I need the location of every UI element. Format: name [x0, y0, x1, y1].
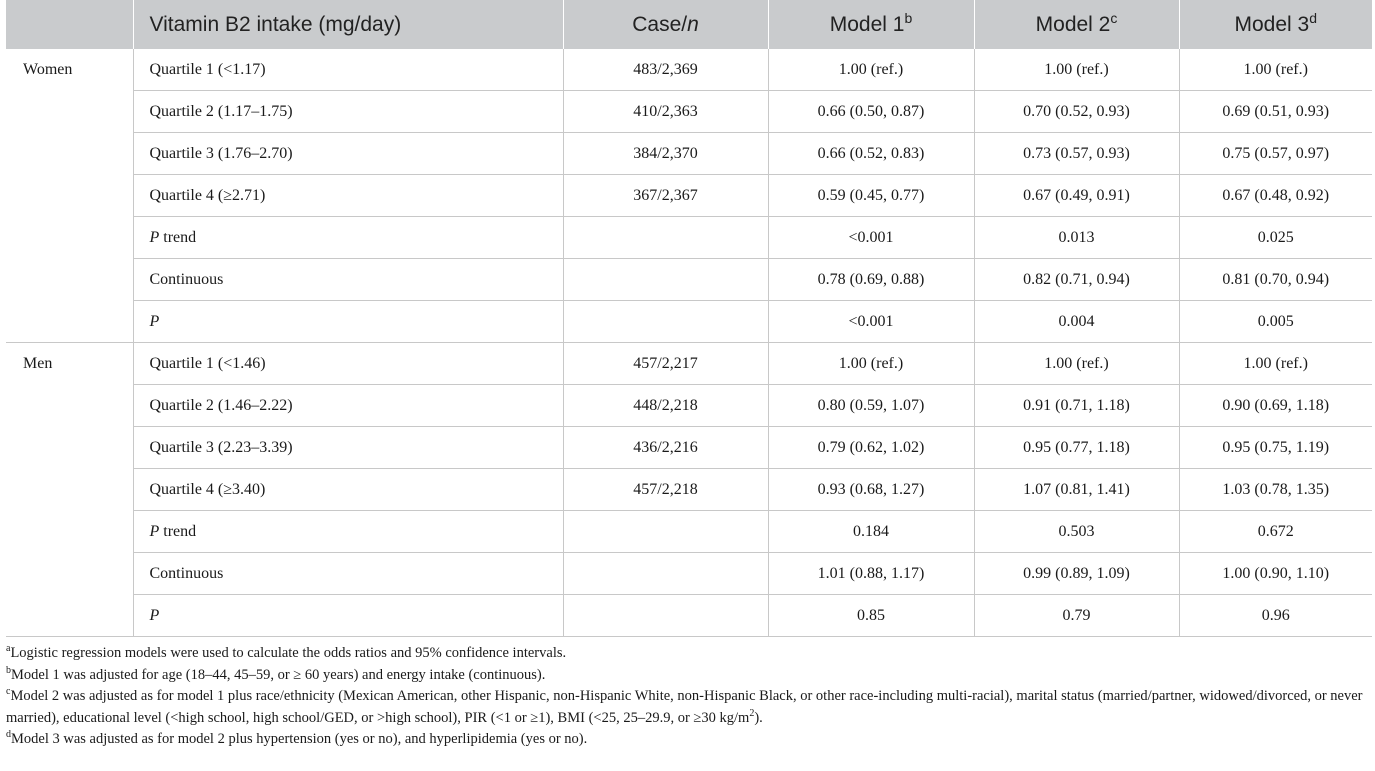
- model2-cell: 0.79: [974, 595, 1179, 637]
- footnote-c: [6, 686, 1372, 729]
- model1-cell: 0.184: [768, 511, 974, 553]
- group-label: Women: [6, 49, 133, 343]
- model1-cell: 0.66 (0.52, 0.83): [768, 133, 974, 175]
- model3-cell: 0.96: [1179, 595, 1372, 637]
- model2-cell: 0.91 (0.71, 1.18): [974, 385, 1179, 427]
- header-model2-text: Model 2: [1035, 12, 1111, 36]
- footnote-b-text: Model 1 was adjusted for age (18–44, 45–59, or ≥ 60 years) and energy intake (continuous).: [11, 666, 546, 683]
- table-body: [6, 49, 1372, 637]
- model1-cell: 0.59 (0.45, 0.77): [768, 175, 974, 217]
- header-model2-sup: c: [1110, 9, 1118, 26]
- table-row: [6, 259, 1372, 301]
- model1-cell: <0.001: [768, 217, 974, 259]
- table-row: [6, 49, 1372, 91]
- header-model3-text: Model 3: [1234, 12, 1310, 36]
- case-cell: [563, 511, 768, 553]
- case-cell: 367/2,367: [563, 175, 768, 217]
- header-case-n: n: [687, 12, 699, 36]
- model3-cell: 1.00 (ref.): [1179, 49, 1372, 91]
- table-row: [6, 175, 1372, 217]
- model3-cell: 0.81 (0.70, 0.94): [1179, 259, 1372, 301]
- footnote-b: [6, 665, 1372, 687]
- case-cell: 384/2,370: [563, 133, 768, 175]
- footnote-d-text: Model 3 was adjusted as for model 2 plus hypertension (yes or no), and hyperlipidemia (yes or no).: [11, 731, 588, 747]
- model2-cell: 0.004: [974, 301, 1179, 343]
- row-label-rest: trend: [159, 522, 197, 540]
- model3-cell: 1.00 (0.90, 1.10): [1179, 553, 1372, 595]
- footnote-c-marker: c: [6, 686, 11, 698]
- model2-cell: 0.73 (0.57, 0.93): [974, 133, 1179, 175]
- header-model2: [974, 0, 1179, 49]
- model2-cell: 0.95 (0.77, 1.18): [974, 427, 1179, 469]
- model1-cell: 0.66 (0.50, 0.87): [768, 91, 974, 133]
- model3-cell: 0.672: [1179, 511, 1372, 553]
- model2-cell: 1.07 (0.81, 1.41): [974, 469, 1179, 511]
- table-row: [6, 217, 1372, 259]
- model3-cell: 0.90 (0.69, 1.18): [1179, 385, 1372, 427]
- table-row: [6, 469, 1372, 511]
- header-case: [563, 0, 768, 49]
- footnote-d: [6, 729, 1372, 751]
- header-group: [6, 0, 133, 49]
- case-cell: 483/2,369: [563, 49, 768, 91]
- case-cell: [563, 553, 768, 595]
- model2-cell: 0.67 (0.49, 0.91): [974, 175, 1179, 217]
- model3-cell: 0.025: [1179, 217, 1372, 259]
- model2-cell: 0.503: [974, 511, 1179, 553]
- footnote-c-superscript: 2: [749, 707, 755, 719]
- model1-cell: 0.85: [768, 595, 974, 637]
- table-row: [6, 595, 1372, 637]
- case-cell: 457/2,217: [563, 343, 768, 385]
- header-model1-text: Model 1: [829, 12, 905, 36]
- case-cell: 457/2,218: [563, 469, 768, 511]
- header-intake: [133, 0, 563, 49]
- header-model3-sup: d: [1309, 9, 1317, 26]
- row-label: [133, 217, 563, 259]
- case-cell: [563, 259, 768, 301]
- model2-cell: 1.00 (ref.): [974, 343, 1179, 385]
- table-row: [6, 301, 1372, 343]
- model3-cell: 0.67 (0.48, 0.92): [1179, 175, 1372, 217]
- header-row: [6, 0, 1372, 49]
- footnote-a-marker: a: [6, 643, 11, 655]
- row-label: Quartile 2 (1.17–1.75): [133, 91, 563, 133]
- row-label: Quartile 1 (<1.46): [133, 343, 563, 385]
- table-row: [6, 91, 1372, 133]
- table-row: [6, 427, 1372, 469]
- header-model1-sup: b: [904, 9, 913, 26]
- row-label-italic: P: [149, 606, 160, 624]
- footnote-d-marker: d: [6, 729, 11, 741]
- group-label: Men: [6, 343, 133, 637]
- model1-cell: 1.01 (0.88, 1.17): [768, 553, 974, 595]
- row-label-rest: trend: [159, 228, 197, 246]
- model1-cell: 0.93 (0.68, 1.27): [768, 469, 974, 511]
- row-label: Quartile 3 (1.76–2.70): [133, 133, 563, 175]
- case-cell: 410/2,363: [563, 91, 768, 133]
- row-label: Quartile 4 (≥3.40): [133, 469, 563, 511]
- model1-cell: 0.80 (0.59, 1.07): [768, 385, 974, 427]
- footnotes: [6, 643, 1372, 751]
- footnote-c-text: Model 2 was adjusted as for model 1 plus race/ethnicity (Mexican American, other Hispanic, non-Hispanic White, non-Hispanic Black, or other race-including multi-racial), marital status (married/partner, widowed/divorced, or never married), educational level (<high school, high school/GED, or >high school), PIR (<1 or ≥1), BMI (<25, 25–29.9, or ≥30 kg/m: [6, 688, 1363, 726]
- row-label: [133, 301, 563, 343]
- model1-cell: 0.79 (0.62, 1.02): [768, 427, 974, 469]
- table-row: [6, 343, 1372, 385]
- footnote-b-marker: b: [6, 664, 11, 676]
- row-label: Quartile 2 (1.46–2.22): [133, 385, 563, 427]
- model1-cell: 0.78 (0.69, 0.88): [768, 259, 974, 301]
- model2-cell: 0.99 (0.89, 1.09): [974, 553, 1179, 595]
- model3-cell: 0.005: [1179, 301, 1372, 343]
- footnote-a: [6, 643, 1372, 665]
- case-cell: [563, 595, 768, 637]
- footnote-c-end: ).: [754, 709, 763, 726]
- table-row: [6, 385, 1372, 427]
- table-row: [6, 133, 1372, 175]
- model3-cell: 0.69 (0.51, 0.93): [1179, 91, 1372, 133]
- model1-cell: <0.001: [768, 301, 974, 343]
- row-label: Continuous: [133, 553, 563, 595]
- model3-cell: 1.03 (0.78, 1.35): [1179, 469, 1372, 511]
- row-label: Continuous: [133, 259, 563, 301]
- header-case-prefix: Case/: [632, 12, 688, 36]
- header-model3: [1179, 0, 1372, 49]
- row-label-italic: P: [149, 312, 160, 330]
- row-label-italic: P: [149, 228, 160, 246]
- case-cell: [563, 217, 768, 259]
- table-row: [6, 553, 1372, 595]
- footnote-a-text: Logistic regression models were used to calculate the odds ratios and 95% confidence intervals.: [10, 645, 567, 661]
- model2-cell: 1.00 (ref.): [974, 49, 1179, 91]
- header-model1: [768, 0, 974, 49]
- row-label: [133, 511, 563, 553]
- row-label: Quartile 4 (≥2.71): [133, 175, 563, 217]
- model1-cell: 1.00 (ref.): [768, 49, 974, 91]
- row-label-italic: P: [149, 522, 160, 540]
- model3-cell: 0.95 (0.75, 1.19): [1179, 427, 1372, 469]
- case-cell: 448/2,218: [563, 385, 768, 427]
- model3-cell: 0.75 (0.57, 0.97): [1179, 133, 1372, 175]
- model3-cell: 1.00 (ref.): [1179, 343, 1372, 385]
- case-cell: 436/2,216: [563, 427, 768, 469]
- case-cell: [563, 301, 768, 343]
- model2-cell: 0.013: [974, 217, 1179, 259]
- row-label: Quartile 3 (2.23–3.39): [133, 427, 563, 469]
- results-table: [6, 0, 1372, 637]
- model1-cell: 1.00 (ref.): [768, 343, 974, 385]
- row-label: Quartile 1 (<1.17): [133, 49, 563, 91]
- model2-cell: 0.70 (0.52, 0.93): [974, 91, 1179, 133]
- header-intake-text: Vitamin B2 intake (mg/day): [149, 12, 402, 36]
- model2-cell: 0.82 (0.71, 0.94): [974, 259, 1179, 301]
- row-label: [133, 595, 563, 637]
- table-row: [6, 511, 1372, 553]
